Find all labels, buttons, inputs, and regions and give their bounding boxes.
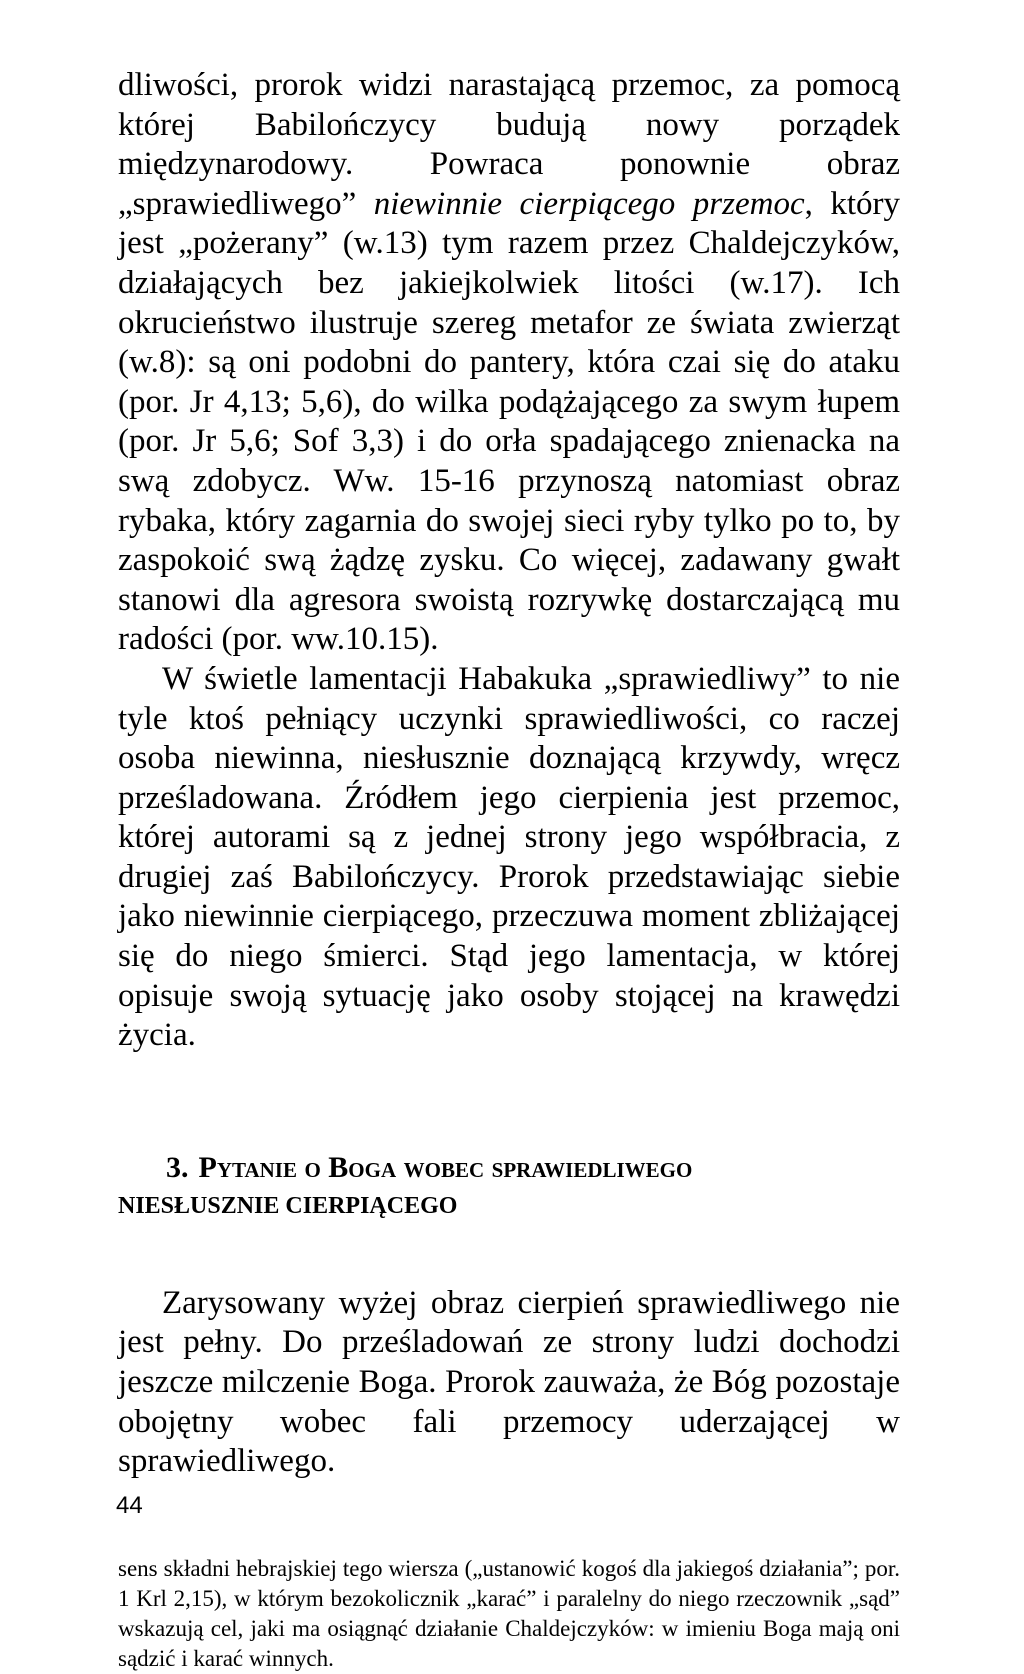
book-page: [118, 66, 900, 1674]
page-number: 44: [116, 1492, 143, 1519]
body-text: [118, 66, 900, 1056]
section-paragraph: Zarysowany wyżej obraz cierpień sprawiedliwego nie jest pełny. Do prześladowań ze strony ludzi dochodzi jeszcze milczenie Boga. Prorok zauważa, że Bóg pozostaje obojętny wobec fali przemocy uderzającej w sprawiedliwego.: [118, 1284, 900, 1480]
section-body: [118, 1284, 900, 1482]
section-title-line-1: Pytanie o Boga wobec sprawiedliwego: [198, 1150, 693, 1184]
paragraph-1: [118, 66, 900, 660]
paragraph-1-part-3: , który jest „pożerany” (w.13) tym razem przez Chaldejczyków, działających bez jakiejkolwiek litości (w.17). Ich okrucieństwo ilustruje szereg metafor ze świata zwierząt (w.8): są oni podobni do pantery, która czai się do ataku (por. Jr 4,13; 5,6), do wilka podążającego za swym łupem (por. Jr 5,6; Sof 3,3) i do orła spadającego znienacka na swą zdobycz. Ww. 15-16 przynoszą natomiast obraz rybaka, który zagarnia do swojej sieci ryby tylko po to, by zaspokoić swą żądzę zysku. Co więcej, zadawany gwałt stanowi dla agresora swoistą rozrywkę dostarczającą mu radości (por. ww.10.15).: [118, 185, 900, 658]
paragraph-1-part-1: dliwości, prorok widzi narastającą przemoc, za pomocą której Babilończycy budują nowy porządek międzynarodowy. Powraca ponownie obraz „sprawiedliwego”: [118, 67, 900, 222]
footnote: sens składni hebrajskiej tego wiersza („ustanowić kogoś dla jakiegoś działania”; por. 1 Krl 2,15), w którym bezokolicznik „karać” i paralelny do niego rzeczownik „sąd” wskazują cel, jaki ma osiągnąć działanie Chaldejczyków: w imieniu Boga mają oni sądzić i karać winnych.: [118, 1555, 900, 1671]
section-heading: [118, 1148, 900, 1226]
paragraph-2: W świetle lamentacji Habakuka „sprawiedliwy” to nie tyle ktoś pełniący uczynki sprawiedliwości, co raczej osoba niewinna, niesłusznie doznającą krzywdy, wręcz prześladowana. Źródłem jego cierpienia jest przemoc, której autorami są z jednej strony jego współbracia, z drugiej zaś Babilończycy. Prorok przedstawiając siebie jako niewinnie cierpiącego, przeczuwa moment zbliżającej się do niego śmierci. Stąd jego lamentacja, w której opisuje swoją sytuację jako osoby stojącej na krawędzi życia.: [118, 660, 900, 1054]
section-title-line-2: NIESŁUSZNIE CIERPIĄCEGO: [118, 1192, 458, 1219]
section-number: 3.: [166, 1150, 189, 1184]
paragraph-1-italic: niewinnie cierpiącego przemoc: [373, 185, 805, 222]
section-heading-line-1: [166, 1148, 900, 1187]
